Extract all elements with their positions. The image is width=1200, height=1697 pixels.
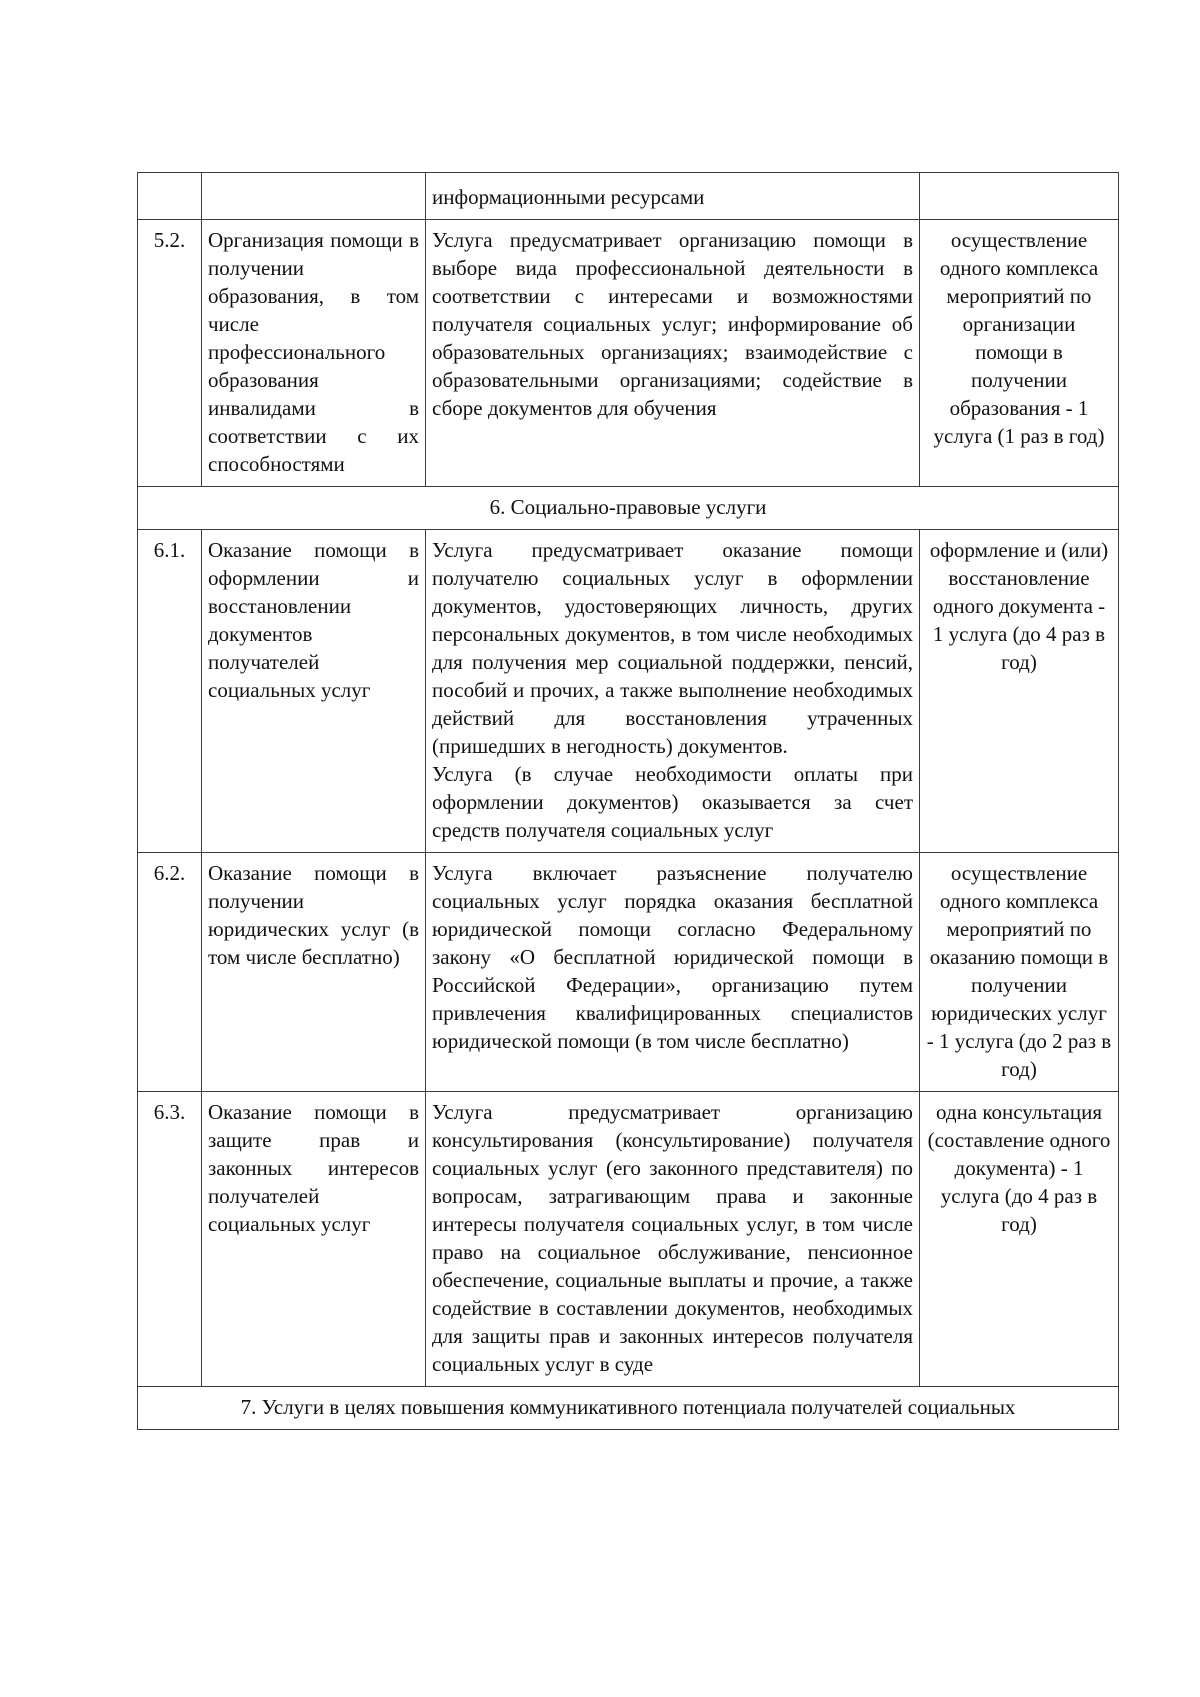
service-name-cell: Организация помощи в получении образования, в том числе профессионального образования инвалидами в соответствии с их способностями	[202, 220, 426, 487]
section-row	[138, 487, 1119, 530]
service-norm-cell: осуществление одного комплекса мероприятий по оказанию помощи в получении юридических услуг - 1 услуга (до 2 раз в год)	[920, 853, 1119, 1092]
table-row	[138, 220, 1119, 487]
section-row	[138, 1387, 1119, 1430]
service-name-cell	[202, 173, 426, 220]
service-name-cell: Оказание помощи в оформлении и восстановлении документов получателей социальных услуг	[202, 530, 426, 853]
table-row	[138, 1092, 1119, 1387]
row-number-cell: 5.2.	[138, 220, 202, 487]
section-heading-7: 7. Услуги в целях повышения коммуникативного потенциала получателей социальных	[138, 1387, 1119, 1430]
service-description-cell: Услуга предусматривает организацию консультирования (консультирование) получателя социальных услуг (его законного представителя) по вопросам, затрагивающим права и законные интересы получателя социальных услуг, в том числе право на социальное обслуживание, пенсионное обеспечение, социальные выплаты и прочие, а также содействие в составлении документов, необходимых для защиты прав и законных интересов получателя социальных услуг в суде	[426, 1092, 920, 1387]
service-norm-cell: осуществление одного комплекса мероприятий по организации помощи в получении образования - 1 услуга (1 раз в год)	[920, 220, 1119, 487]
description-paragraph: Услуга предусматривает оказание помощи получателю социальных услуг в оформлении документов, удостоверяющих личность, других персональных документов, в том числе необходимых для получения мер социальной поддержки, пенсий, пособий и прочих, а также выполнение необходимых действий для восстановления утраченных (пришедших в негодность) документов.	[432, 538, 913, 758]
description-paragraph: Услуга (в случае необходимости оплаты при оформлении документов) оказывается за счет средств получателя социальных услуг	[432, 762, 913, 842]
table-row	[138, 853, 1119, 1092]
row-number-cell: 6.3.	[138, 1092, 202, 1387]
service-name-cell: Оказание помощи в получении юридических услуг (в том числе бесплатно)	[202, 853, 426, 1092]
service-description-cell: Услуга включает разъяснение получателю социальных услуг порядка оказания бесплатной юридической помощи согласно Федеральному закону «О бесплатной юридической помощи в Российской Федерации», организацию путем привлечения квалифицированных специалистов юридической помощи (в том числе бесплатно)	[426, 853, 920, 1092]
row-number-cell	[138, 173, 202, 220]
service-norm-cell	[920, 173, 1119, 220]
table-row	[138, 173, 1119, 220]
service-description-cell	[426, 530, 920, 853]
service-norm-cell: оформление и (или) восстановление одного документа - 1 услуга (до 4 раз в год)	[920, 530, 1119, 853]
service-norm-cell: одна консультация (составление одного документа) - 1 услуга (до 4 раз в год)	[920, 1092, 1119, 1387]
service-description-cell: Услуга предусматривает организацию помощи в выборе вида профессиональной деятельности в соответствии с интересами и возможностями получателя социальных услуг; информирование об образовательных организациях; взаимодействие с образовательными организациями; содействие в сборе документов для обучения	[426, 220, 920, 487]
section-heading-6: 6. Социально-правовые услуги	[138, 487, 1119, 530]
row-number-cell: 6.2.	[138, 853, 202, 1092]
service-name-cell: Оказание помощи в защите прав и законных интересов получателей социальных услуг	[202, 1092, 426, 1387]
services-table	[137, 172, 1119, 1430]
table-row	[138, 530, 1119, 853]
service-description-cell: информационными ресурсами	[426, 173, 920, 220]
row-number-cell: 6.1.	[138, 530, 202, 853]
